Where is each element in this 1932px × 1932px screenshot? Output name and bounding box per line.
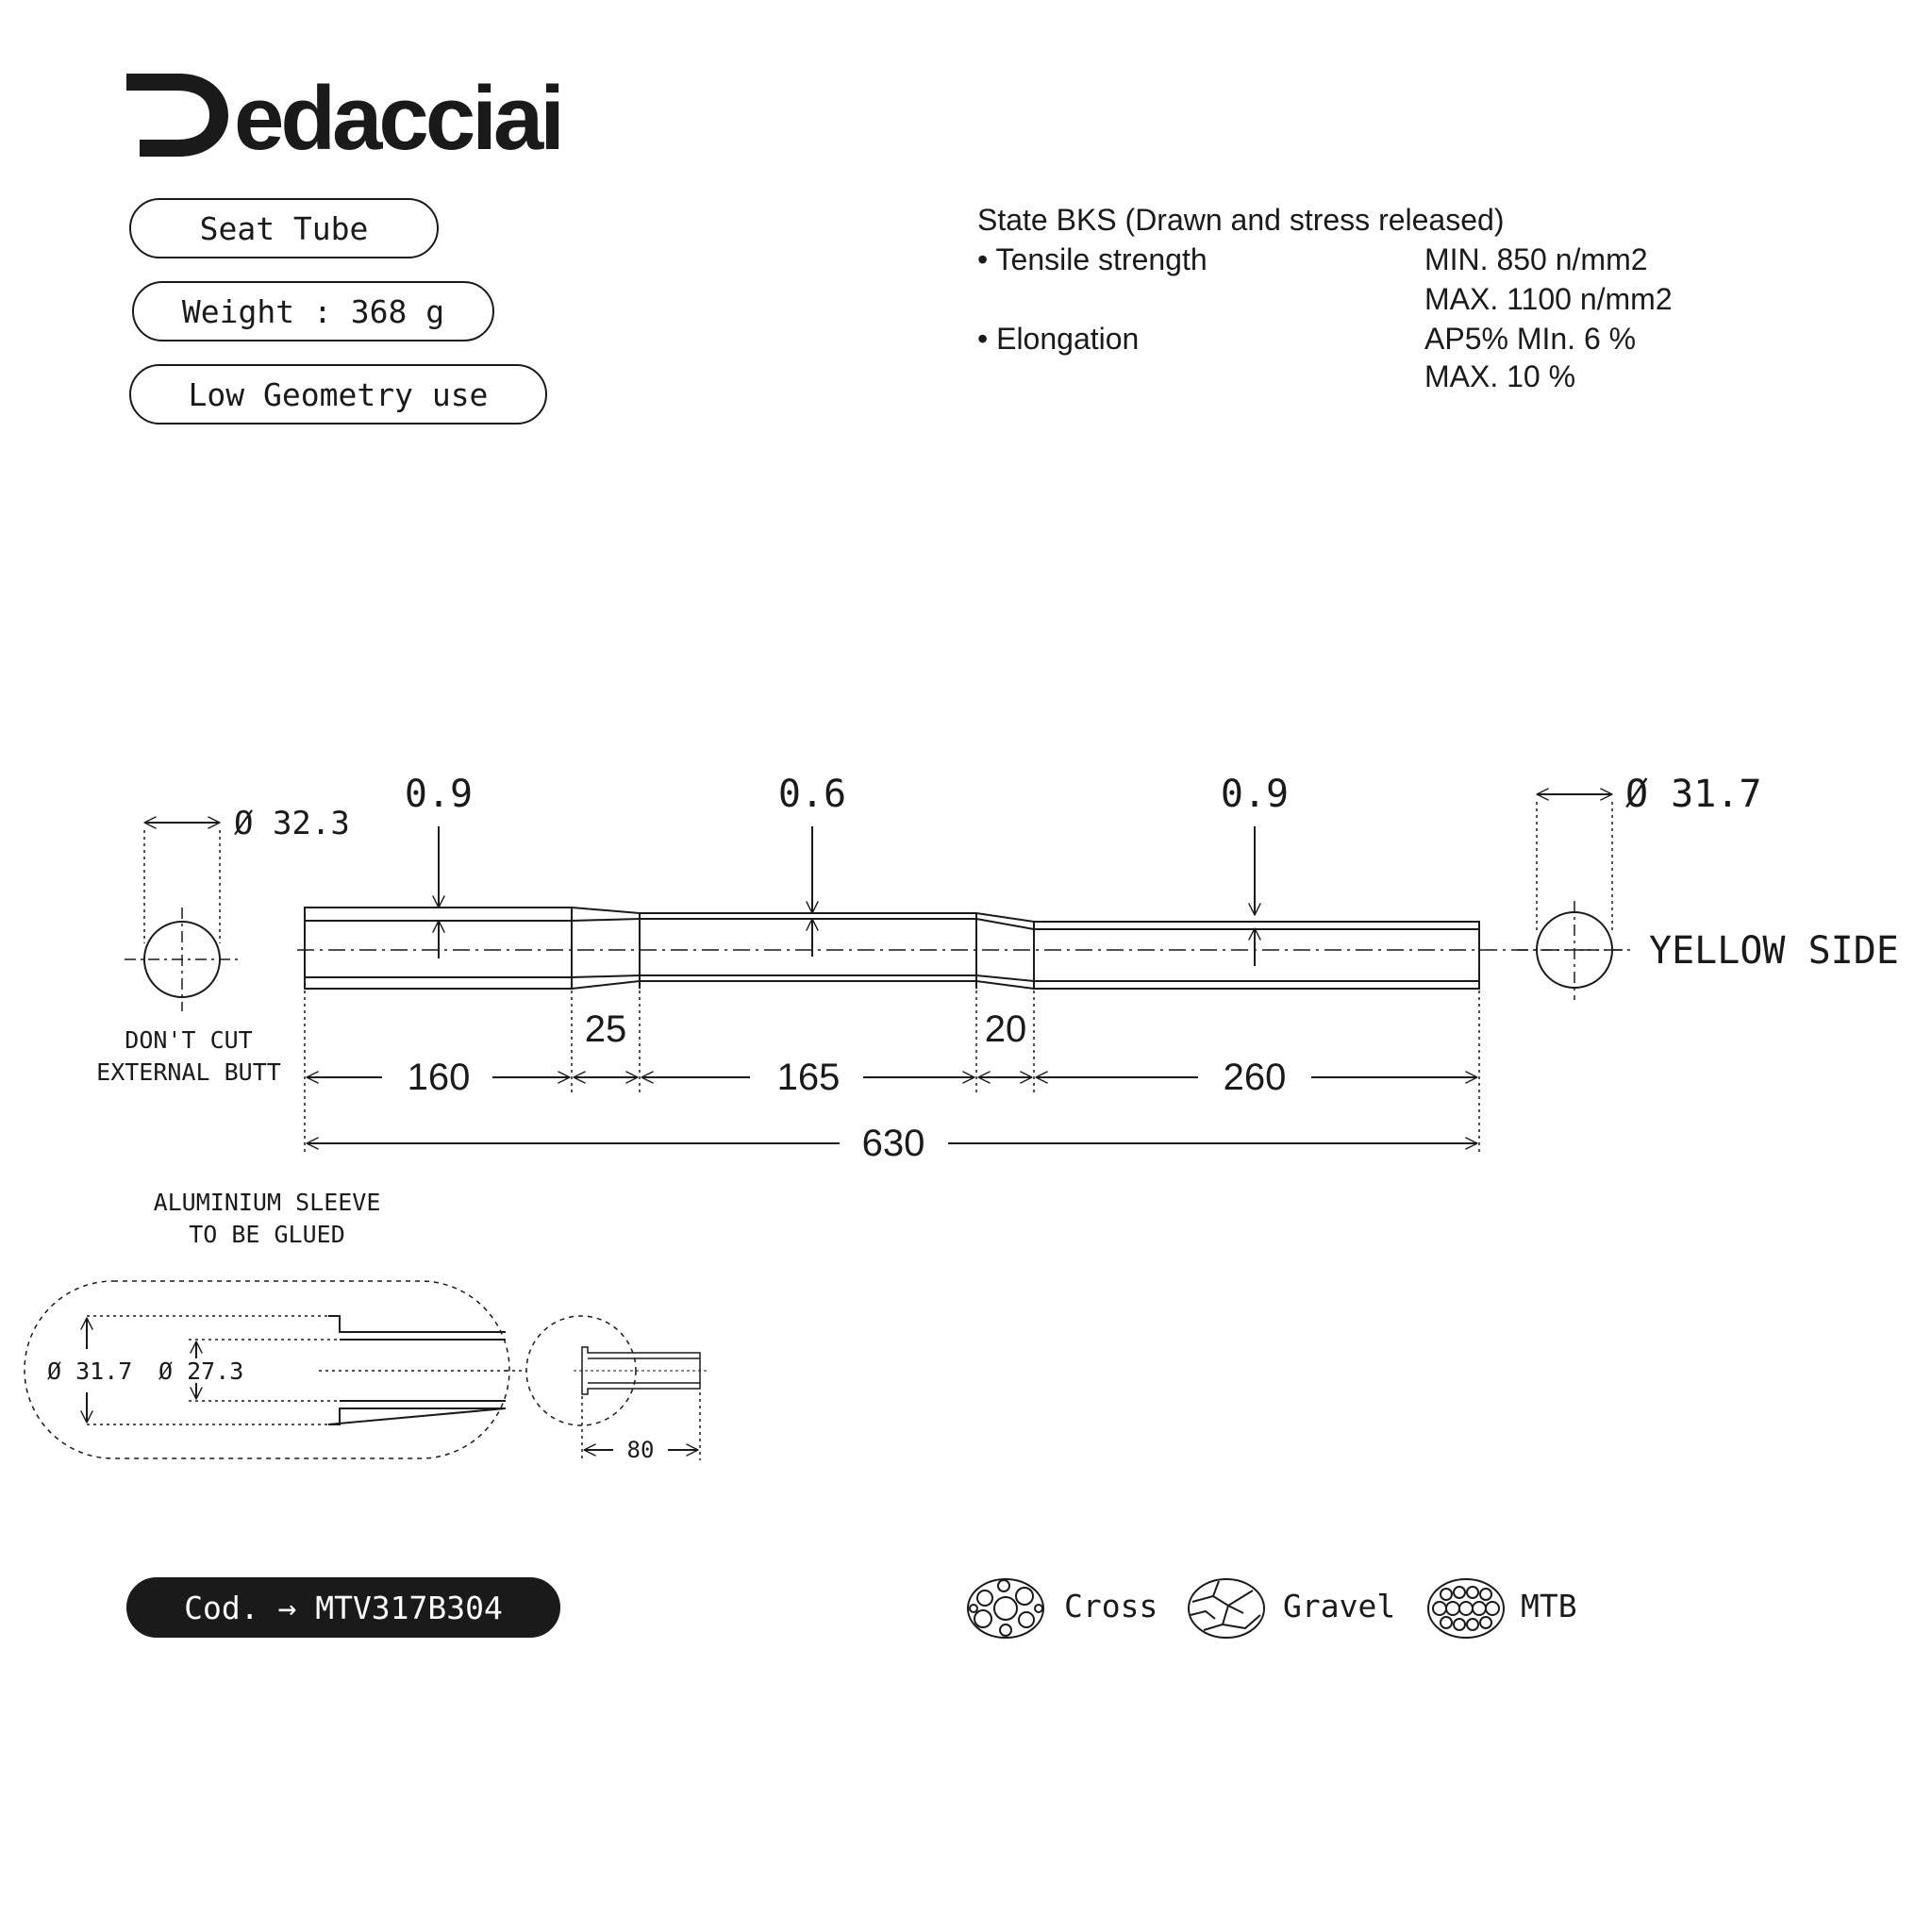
left-end-section: [125, 823, 240, 1011]
tensile-min: MIN. 850 n/mm2: [1424, 242, 1648, 276]
length-260-label: 260: [1223, 1057, 1287, 1098]
wall-thickness-markers: [439, 826, 1255, 966]
tube-type-text: Seat Tube: [199, 209, 369, 247]
yellow-side-label: YELLOW SIDE: [1649, 929, 1899, 973]
wall-right-label: 0.9: [1220, 773, 1290, 816]
tensile-label: • Tensile strength: [977, 242, 1208, 276]
sleeve-outer-diameter: Ø 31.7: [47, 1357, 133, 1385]
elongation-max: MAX. 10 %: [1424, 359, 1576, 393]
length-total-label: 630: [861, 1123, 925, 1164]
elongation-label: • Elongation: [977, 322, 1140, 356]
tensile-max: MAX. 1100 n/mm2: [1424, 282, 1673, 316]
sleeve-title-2: TO BE GLUED: [189, 1221, 345, 1248]
wall-middle-label: 0.6: [777, 773, 847, 816]
gravel-texture-icon: [1187, 1577, 1266, 1640]
sleeve-inner-diameter: Ø 27.3: [158, 1357, 244, 1385]
arrow-right-icon: →: [277, 1589, 297, 1626]
length-25-label: 25: [584, 1008, 627, 1050]
right-diameter-label: Ø 31.7: [1625, 773, 1762, 816]
geometry-text: Low Geometry use: [188, 375, 489, 413]
material-gravel-label: Gravel: [1283, 1588, 1396, 1624]
sleeve-title-1: ALUMINIUM SLEEVE: [153, 1189, 381, 1216]
code-value: MTV317B304: [315, 1589, 503, 1626]
length-20-label: 20: [984, 1008, 1027, 1050]
right-end-section: [1517, 794, 1632, 1000]
sleeve-length: 80: [626, 1437, 655, 1463]
state-line: State BKS (Drawn and stress released): [977, 203, 1505, 237]
length-160-label: 160: [407, 1057, 471, 1098]
material-mtb-label: MTB: [1521, 1588, 1577, 1624]
wall-left-label: 0.9: [404, 773, 474, 816]
length-165-label: 165: [776, 1057, 841, 1098]
logo-wordmark: edacciai: [234, 68, 561, 160]
weight-text: Weight : 368 g: [181, 292, 445, 330]
note-line-1: DON'T CUT: [125, 1026, 253, 1054]
cross-texture-icon: [966, 1577, 1045, 1640]
tube-profile: [297, 908, 1623, 989]
material-cross-label: Cross: [1064, 1588, 1158, 1624]
note-line-2: EXTERNAL BUTT: [96, 1058, 281, 1086]
elongation-min: AP5% MIn. 6 %: [1424, 322, 1637, 356]
left-diameter-label: Ø 32.3: [234, 805, 350, 842]
mtb-texture-icon: [1426, 1577, 1506, 1640]
code-prefix: Cod.: [184, 1589, 259, 1626]
